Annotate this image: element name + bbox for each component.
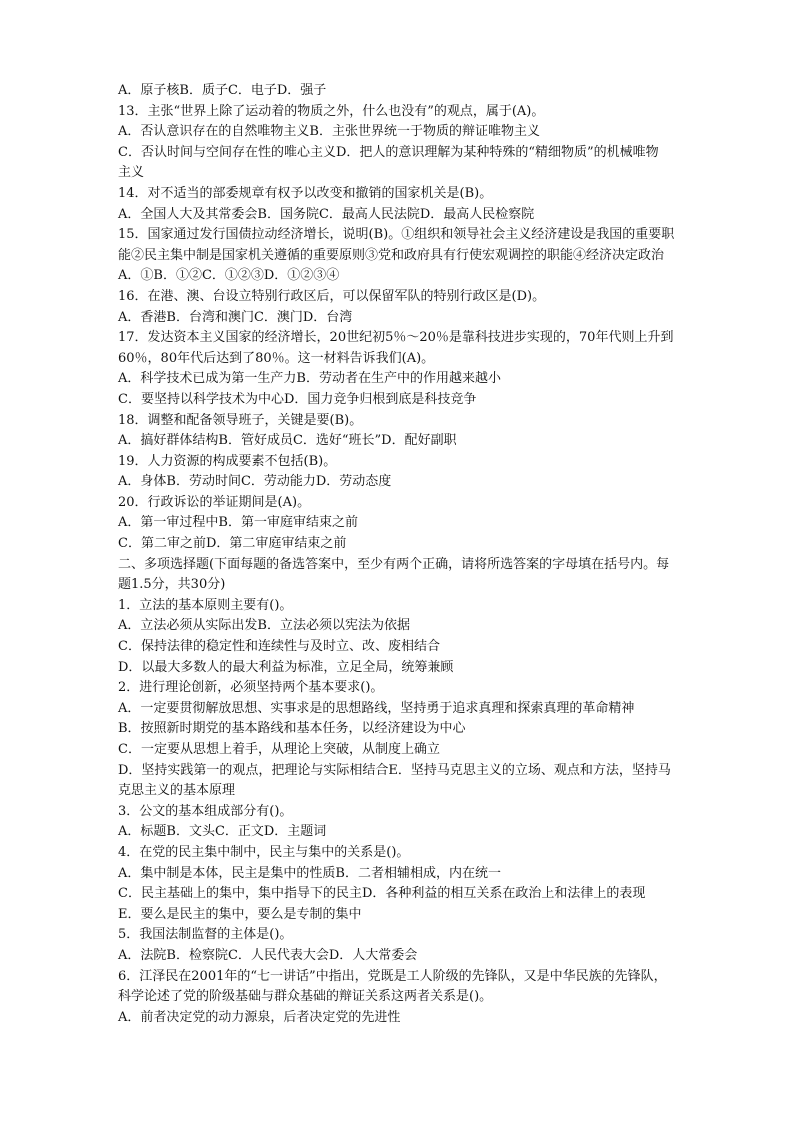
text-line: A．前者决定党的动力源泉，后者决定党的先进性 — [118, 1009, 401, 1025]
text-line: 1．立法的基本原则主要有()。 — [118, 597, 293, 613]
text-line: C．一定要从思想上着手，从理论上突破，从制度上确立 — [118, 742, 440, 757]
text-line: D．以最大多数人的最大利益为标准，立足全局，统筹兼顾 — [118, 659, 454, 675]
text-line: A．身体B．劳动时间C．劳动能力D．劳动态度 — [118, 474, 392, 490]
text-line: 3．公文的基本组成部分有()。 — [118, 803, 293, 819]
text-line: A．①B．①②C．①②③D．①②③④ — [118, 268, 340, 284]
text-line: A．香港B．台湾和澳门C．澳门D．台湾 — [118, 309, 353, 325]
document-page — [118, 81, 718, 1028]
text-line: A．全国人大及其常委会B．国务院C．最高人民法院D．最高人民检察院 — [118, 206, 535, 222]
text-line: C．保持法律的稳定性和连续性与及时立、改、废相结合 — [118, 639, 440, 655]
text-line: A．法院B．检察院C．人民代表大会D．人大常委会 — [118, 947, 418, 963]
text-line: 19．人力资源的构成要素不包括(B)。 — [118, 453, 337, 469]
text-line: A．搞好群体结构B．管好成员C．选好“班长”D．配好副职 — [118, 433, 457, 449]
text-line: A．集中制是本体，民主是集中的性质B．二者相辅相成，内在统一 — [118, 865, 501, 881]
text-line: D．坚持实践第一的观点，把理论与实际相结合E．坚持马克思主义的立场、观点和方法，坚持马 — [118, 762, 671, 778]
text-line: 16．在港、澳、台设立特别行政区后，可以保留军队的特别行政区是(D)。 — [118, 288, 546, 304]
text-line: 克思主义的基本原理 — [118, 783, 236, 799]
text-line: 二、多项选择题(下面每题的备选答案中，至少有两个正确，请将所选答案的字母填在括号内。每 — [118, 556, 670, 572]
text-line: 18．调整和配备领导班子，关键是要(B)。 — [118, 412, 363, 428]
text-line: C．否认时间与空间存在性的唯心主义D．把人的意识理解为某种特殊的“精细物质”的机械唯物 — [118, 144, 659, 160]
text-line: 60％，80年代后达到了80％。这一材料告诉我们(A)。 — [118, 350, 435, 366]
text-line: 能②民主集中制是国家机关遵循的重要原则③党和政府具有行使宏观调控的职能④经济决定政治 — [118, 247, 665, 263]
text-line: 2．进行理论创新，必须坚持两个基本要求()。 — [118, 680, 384, 696]
text-line: A．立法必须从实际出发B．立法必须以宪法为依据 — [118, 618, 410, 634]
text-line: C．要坚持以科学技术为中心D．国力竞争归根到底是科技竞争 — [118, 391, 477, 407]
text-line: 4．在党的民主集中制中，民主与集中的关系是()。 — [118, 844, 410, 860]
text-line: A．科学技术已成为第一生产力B．劳动者在生产中的作用越来越小 — [118, 371, 501, 387]
text-line: C．民主基础上的集中，集中指导下的民主D．各种利益的相互关系在政治上和法律上的表现 — [118, 886, 646, 902]
text-line: 15．国家通过发行国债拉动经济增长，说明(B)。①组织和领导社会主义经济建设是我国的重要职 — [118, 227, 675, 243]
text-line: A．第一审过程中B．第一审庭审结束之前 — [118, 515, 358, 531]
text-line: A．一定要贯彻解放思想、实事求是的思想路线，坚持勇于追求真理和探索真理的革命精神 — [118, 700, 635, 716]
text-line: 5．我国法制监督的主体是()。 — [118, 927, 293, 943]
text-line: 20．行政诉讼的举证期间是(A)。 — [118, 494, 311, 510]
text-line: 17．发达资本主义国家的经济增长，20世纪初5％～20％是靠科技进步实现的，70年代则上升到 — [118, 330, 674, 346]
text-line: 14．对不适当的部委规章有权予以改变和撤销的国家机关是(B)。 — [118, 185, 493, 201]
text-line: A．否认意识存在的自然唯物主义B．主张世界统一于物质的辩证唯物主义 — [118, 124, 540, 140]
text-line: 题1.5分，共30分) — [118, 577, 226, 593]
text-line: A．原子核B．质子C．电子D．强子 — [118, 83, 327, 98]
text-line: 6．江泽民在2001年的“七一讲话”中指出，党既是工人阶级的先锋队，又是中华民族的先锋队， — [118, 968, 667, 984]
text-line: B．按照新时期党的基本路线和基本任务，以经济建设为中心 — [118, 721, 466, 737]
text-line: A．标题B．文头C．正文D．主题词 — [118, 824, 327, 840]
text-line: 主义 — [118, 165, 145, 181]
text-line: 13．主张“世界上除了运动着的物质之外，什么也没有”的观点，属于(A)。 — [118, 103, 545, 119]
text-line: C．第二审之前D．第二审庭审结束之前 — [118, 536, 347, 552]
text-line: 科学论述了党的阶级基础与群众基础的辩证关系这两者关系是()。 — [118, 989, 493, 1005]
text-line: E．要么是民主的集中，要么是专制的集中 — [118, 906, 362, 922]
